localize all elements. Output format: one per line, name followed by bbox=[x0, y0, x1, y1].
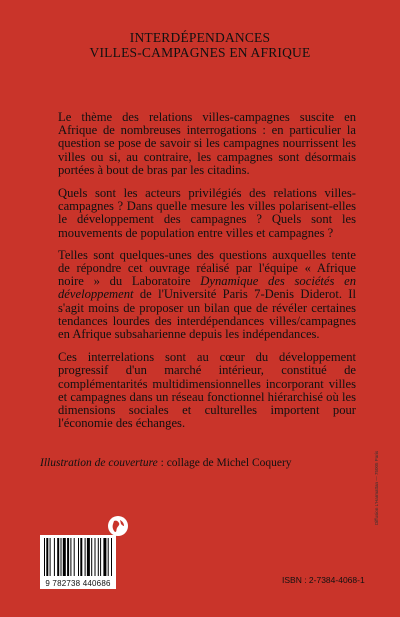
blurb-text bbox=[58, 111, 356, 440]
cover-credit bbox=[40, 457, 360, 470]
paragraph-3-part-1: Telles sont quelques-unes des questions auxquelles tente de répondre cet ouvrage réalisé par l'équipe « Afrique noire » du Laboratoire bbox=[58, 247, 356, 289]
cover-credit-text: : collage de Michel Coquery bbox=[157, 457, 292, 469]
book-title bbox=[0, 30, 400, 60]
paragraph-3-part-2: de l'Université Paris 7-Denis Diderot. Il s'agit moins de proposer un bilan que de révéler certaines tendances lourdes des interdépendances villes/campagnes en Afrique subsaharienne depuis les indépendances. bbox=[58, 287, 356, 342]
title-line-1: INTERDÉPENDANCES bbox=[129, 30, 271, 45]
blurb-paragraph-3 bbox=[58, 249, 356, 341]
blurb-paragraph-2: Quels sont les acteurs privilégiés des relations villes-campagnes ? Dans quelle mesure les villes polarisent-elles le développement des campagnes ? Quels sont les mouvements de population entre villes et campagnes ? bbox=[58, 186, 356, 240]
barcode bbox=[40, 535, 116, 589]
blurb-paragraph-4: Ces interrelations sont au cœur du développement progressif d'un marché intérieur, constitué de complémentarités multidimensionnelles incorporant villes et campagnes dans un réseau fonctionnel hiérarchisé où les dimensions sociales et culturelles importent pour l'économie des échanges. bbox=[58, 350, 356, 431]
vertical-imprint-text: Diffusion L'Harmattan — 75005 Paris bbox=[374, 450, 379, 525]
cover-credit-label: Illustration de couverture bbox=[40, 457, 158, 469]
publisher-globe-icon bbox=[107, 515, 129, 537]
isbn-number: ISBN : 2-7384-4068-1 bbox=[282, 575, 365, 585]
barcode-digits: 9 782738 440686 bbox=[45, 579, 111, 588]
barcode-bars bbox=[40, 535, 116, 579]
lab-name: Dynamique des sociétés en développement bbox=[58, 274, 356, 302]
blurb-paragraph-1: Le thème des relations villes-campagnes suscite en Afrique de nombreuses interrogations : en particulier la question se pose de savoir si les campagnes nourrissent les villes ou si, au contraire, les campagnes sont désormais portées à bout de bras par les citadins. bbox=[58, 110, 356, 177]
title-line-2: VILLES-CAMPAGNES EN AFRIQUE bbox=[89, 45, 311, 60]
